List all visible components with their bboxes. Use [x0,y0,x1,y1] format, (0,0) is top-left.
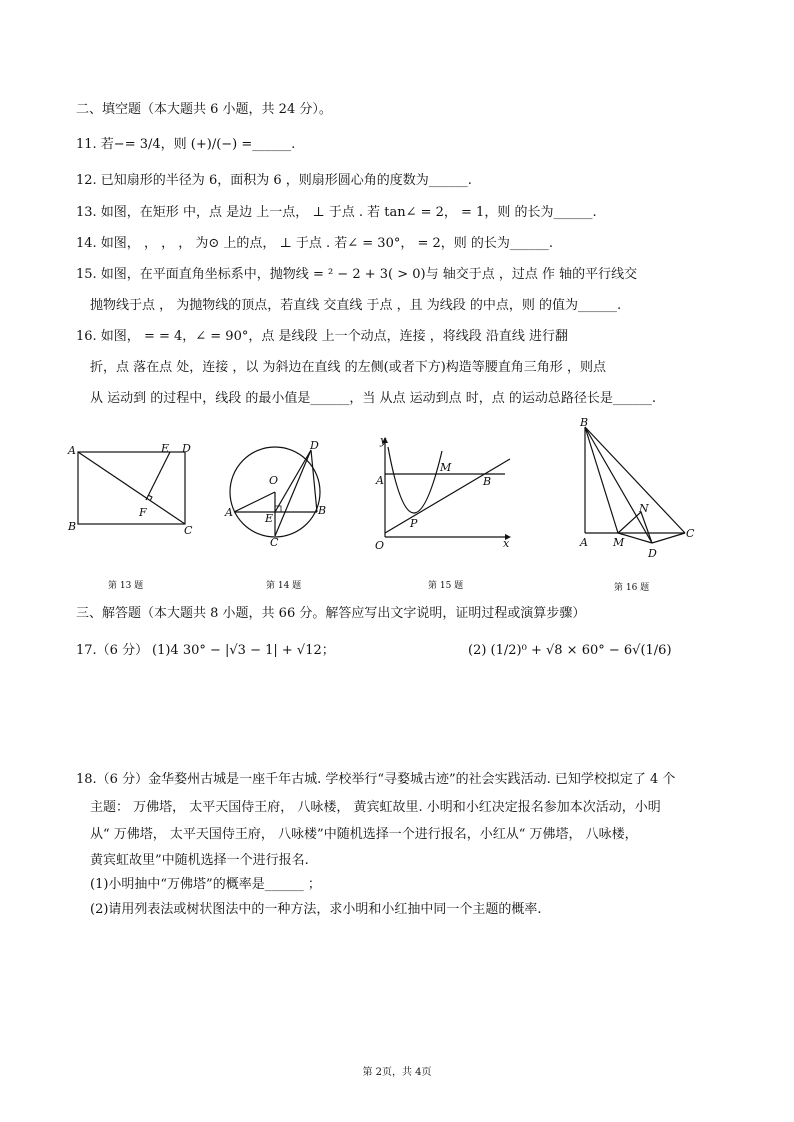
fig16-label-C: C [686,527,695,540]
question-17-part1: (1)4 30° − |√3 − 1| + √12； [152,643,335,658]
fig15-label-P: P [410,517,418,530]
figure-13 [60,440,200,540]
fig13-label-E: E [161,442,170,455]
page-footer: 第 2页，共 4页 [362,1067,432,1078]
question-16-line2: 折，点 落在点 处，连接 ，以 为斜边在直线 的左侧(或者下方)构造等腰直角三角形 ，则点 [90,360,606,375]
fig14-label-A: A [225,506,233,519]
fig14-label-B: B [318,504,327,517]
fig13-label-A: A [68,444,76,457]
fig16-label-B: B [580,416,589,429]
fig15-label-A: A [376,474,384,487]
fig14-label-D: D [310,439,319,452]
fig14-label-O: O [269,474,279,487]
fig16-label-D: D [648,547,657,560]
question-17-part2: (2) (1/2)⁰ + √8 × 60° − 6√(1/6) [468,643,672,658]
caption-fig16: 第 16 题 [614,583,650,593]
question-14: 14. 如图， ， ， ， 为⊙ 上的点， ⊥ 于点 . 若∠ = 30°， = 2，则 的长为______. [76,236,554,251]
figure-14 [220,440,340,550]
question-15-line2: 抛物线于点 ， 为抛物线的顶点，若直线 交直线 于点 ，且 为线段 的中点，则 的值为______. [90,298,622,313]
question-18-line1: 18.（6 分）金华婺州古城是一座千年古城. 学校举行“寻婺城古迹”的社会实践活动. 已知学校拟定了 4 个 [76,772,676,787]
fig15-label-O: O [375,539,385,552]
question-16-line1: 16. 如图， = = 4，∠ = 90°，点 是线段 上一个动点，连接 ，将线段 沿直线 进行翻 [76,329,569,344]
section3-title: 三、解答题（本大题共 8 小题，共 66 分。解答应写出文字说明，证明过程或演算步骤） [76,606,586,621]
question-11: 11. 若−= 3/4，则 (+)/(−) =______. [76,137,296,152]
fig15-label-B: B [483,475,492,488]
figure-15 [370,434,515,552]
section2-title: 二、填空题（本大题共 6 小题，共 24 分）。 [76,102,332,117]
question-18-part2: (2)请用列表法或树状图法中的一种方法，求小明和小红抽中同一个主题的概率. [90,902,542,917]
question-18-part1: (1)小明抽中“万佛塔”的概率是______ ； [90,877,321,892]
fig14-label-E: E [265,512,274,525]
fig13-label-F: F [139,506,147,519]
fig13-label-D: D [182,442,191,455]
fig15-label-y: y [380,434,387,447]
question-12: 12. 已知扇形的半径为 6，面积为 6 ，则扇形圆心角的度数为______. [76,173,472,188]
question-18-line2: 主题： 万佛塔， 太平天国侍王府， 八咏楼， 黄宾虹故里. 小明和小红决定报名参加本次活动，小明 [90,800,661,815]
question-17-label: 17.（6 分） [76,643,149,658]
question-13: 13. 如图，在矩形 中，点 是边 上一点， ⊥ 于点 . 若 tan∠ = 2， = 1，则 的长为______. [76,205,597,220]
fig14-label-C: C [270,536,279,549]
question-18-line3: 从“ 万佛塔， 太平天国侍王府， 八咏楼”中随机选择一个进行报名，小红从“ 万佛塔， 八咏楼， [90,827,638,842]
question-16-line3: 从 运动到 的过程中，线段 的最小值是______，当 从点 运动到点 时，点 的运动总路径长是______. [90,391,657,406]
question-18-line4: 黄宾虹故里”中随机选择一个进行报名. [90,853,309,868]
fig16-label-M: M [613,536,625,549]
caption-fig15: 第 15 题 [428,581,464,591]
fig13-label-C: C [184,524,193,537]
figure-16 [570,415,700,560]
fig16-label-N: N [639,502,649,515]
caption-fig13: 第 13 题 [108,581,144,591]
fig15-label-M: M [440,461,452,474]
question-15-line1: 15. 如图，在平面直角坐标系中，抛物线 = ² − 2 + 3( > 0)与 轴交于点 ，过点 作 轴的平行线交 [76,267,638,282]
caption-fig14: 第 14 题 [266,581,302,591]
fig16-label-A: A [580,536,588,549]
fig13-label-B: B [68,520,77,533]
fig15-label-x: x [503,537,510,550]
